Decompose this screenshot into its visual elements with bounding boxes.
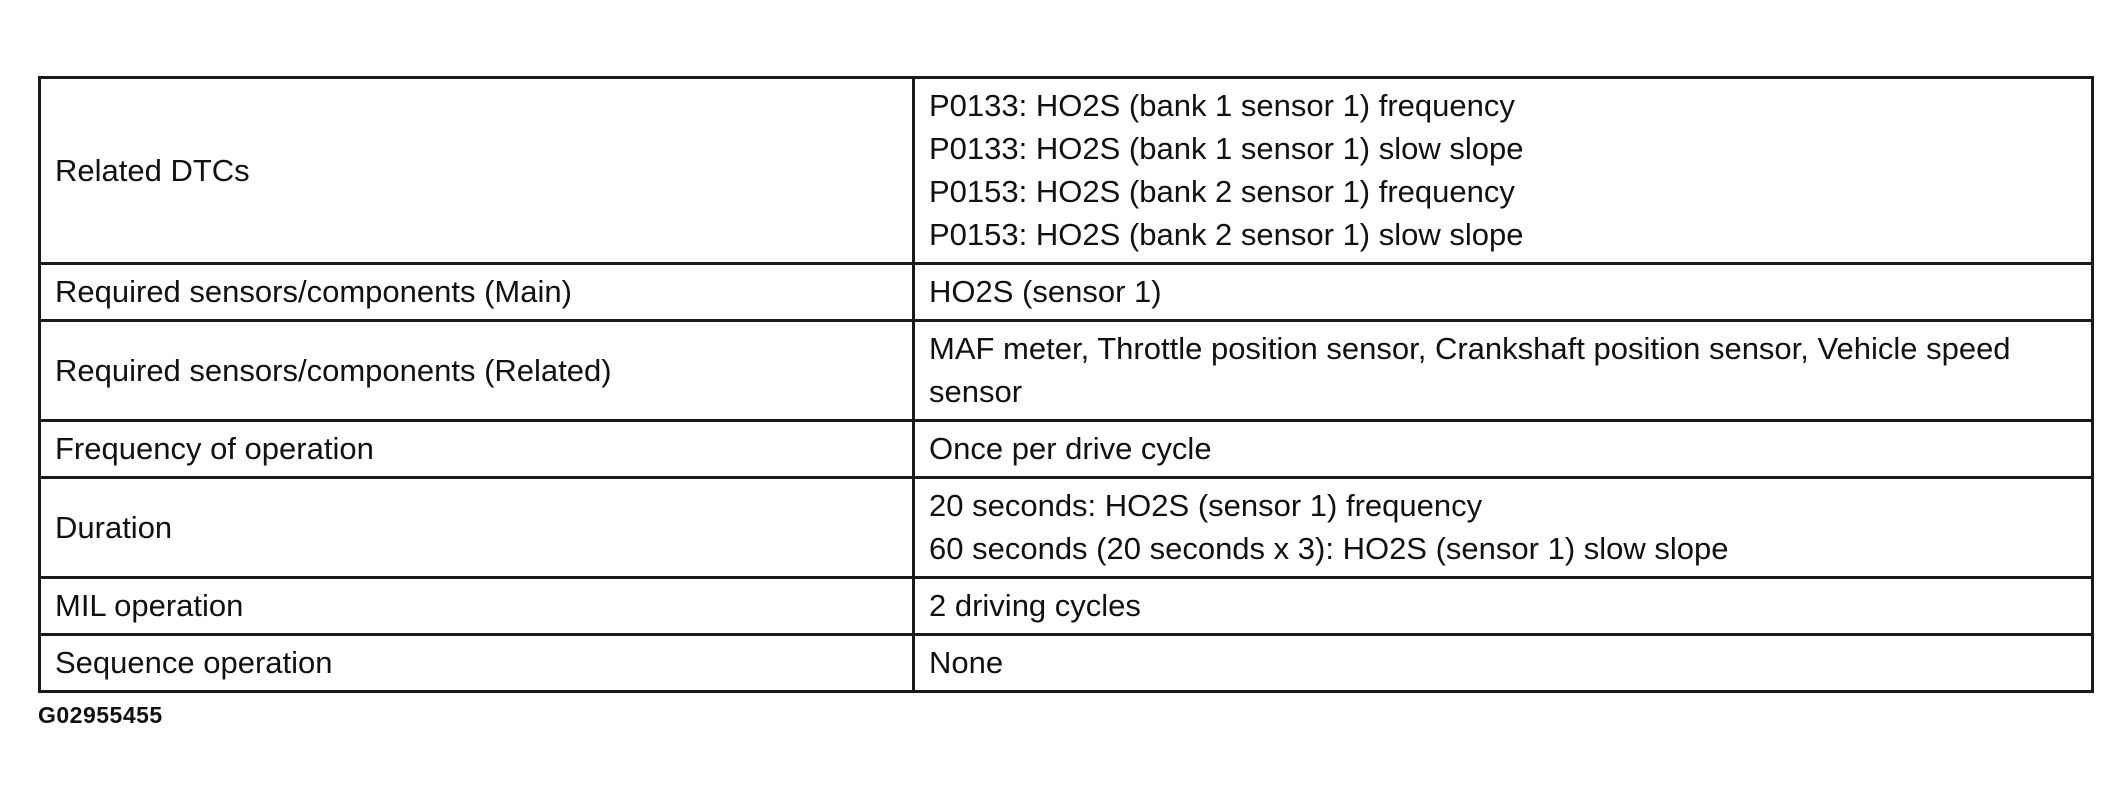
value-text: Once per drive cycle <box>929 431 1212 466</box>
related-dtc-item: P0133: HO2S (bank 1 sensor 1) frequency <box>929 88 1515 123</box>
value-text: HO2S (sensor 1) <box>929 274 1162 309</box>
row-label: Related DTCs <box>40 78 914 264</box>
value-text: MAF meter, Throttle position sensor, Crankshaft position sensor, Vehicle speed sensor <box>929 331 2011 409</box>
row-value <box>914 321 2093 421</box>
row-label: Sequence operation <box>40 635 914 692</box>
table-row <box>40 78 2093 264</box>
table-row <box>40 264 2093 321</box>
table-row <box>40 635 2093 692</box>
table-row <box>40 321 2093 421</box>
duration-item: 60 seconds (20 seconds x 3): HO2S (sensor 1) slow slope <box>929 531 1729 566</box>
related-dtc-item: P0153: HO2S (bank 2 sensor 1) frequency <box>929 174 1515 209</box>
row-value <box>914 478 2093 578</box>
row-label: Frequency of operation <box>40 421 914 478</box>
row-value <box>914 421 2093 478</box>
figure-id: G02955455 <box>38 702 163 728</box>
related-dtc-item: P0133: HO2S (bank 1 sensor 1) slow slope <box>929 131 1524 166</box>
table-row <box>40 421 2093 478</box>
value-text: None <box>929 645 1004 680</box>
table-row <box>40 478 2093 578</box>
table-row <box>40 578 2093 635</box>
row-value <box>914 635 2093 692</box>
row-label: Required sensors/components (Related) <box>40 321 914 421</box>
row-value <box>914 578 2093 635</box>
monitor-spec-table <box>38 76 2094 693</box>
row-label: Duration <box>40 478 914 578</box>
row-value <box>914 264 2093 321</box>
row-label: Required sensors/components (Main) <box>40 264 914 321</box>
row-value <box>914 78 2093 264</box>
value-text: 2 driving cycles <box>929 588 1141 623</box>
row-label: MIL operation <box>40 578 914 635</box>
related-dtc-item: P0153: HO2S (bank 2 sensor 1) slow slope <box>929 217 1524 252</box>
duration-item: 20 seconds: HO2S (sensor 1) frequency <box>929 488 1483 523</box>
